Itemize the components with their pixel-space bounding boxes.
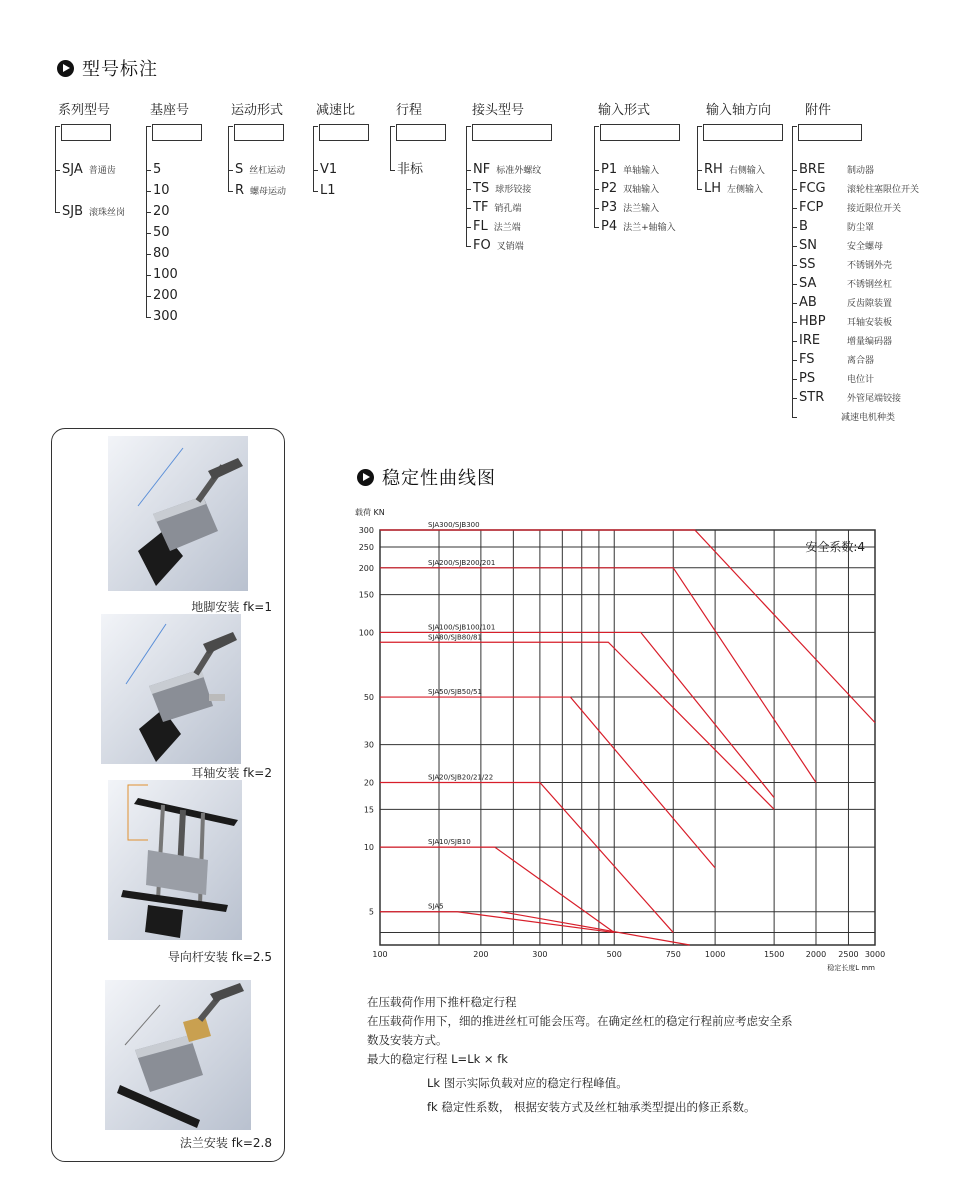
y-tick-label: 150 [358,590,374,600]
option-item [799,200,901,217]
x-tick-label: 3000 [864,950,886,959]
tree-tick [466,208,471,209]
tree-tick [55,126,60,127]
option-item [799,314,892,331]
code-box [472,124,552,141]
option-desc: 左侧输入 [727,185,764,195]
series-label: SJA200/SJB200/201 [428,558,496,567]
tree-connector [594,126,595,227]
column-header: 系列型号 [58,103,111,118]
option-desc: 丝杠运动 [249,166,286,176]
play-icon [57,60,74,77]
mount-caption: 地脚安装 fk=1 [191,600,272,614]
tree-tick [146,317,151,318]
tree-tick [594,126,599,127]
option-desc: 销孔端 [494,204,522,214]
option-code: FL [473,219,488,234]
option-code: 20 [153,204,170,219]
tree-tick [792,398,797,399]
option-desc: 安全螺母 [847,242,884,252]
option-item [799,409,895,426]
option-desc: 法兰+轴输入 [623,223,676,233]
option-code: SJA [62,162,83,177]
tree-tick [466,227,471,228]
option-code: 200 [153,288,178,303]
option-item [235,183,286,200]
option-code: P2 [601,181,618,196]
y-tick-label: 5 [368,907,374,917]
code-box [396,124,446,141]
option-desc: 增量编码器 [847,337,893,347]
option-code: SJB [62,204,84,219]
series-line [380,782,673,932]
option-item [799,295,892,312]
tree-tick [466,170,471,171]
option-item [601,162,659,179]
option-item [397,162,423,178]
series-line [380,912,614,933]
option-item [62,204,125,221]
option-item [153,204,170,220]
tree-tick [313,191,318,192]
option-desc: 滚珠丝岗 [89,208,126,218]
option-item [473,238,524,255]
x-tick-label: 300 [532,950,548,959]
option-code: FCP [799,200,824,215]
option-code: TS [473,181,490,196]
option-desc: 双轴输入 [623,185,660,195]
option-item [704,162,765,179]
option-code: LH [704,181,722,196]
option-item [153,183,170,199]
option-code: L1 [320,183,336,198]
x-tick-label: 100 [372,950,388,959]
option-code: SN [799,238,817,253]
tree-tick [792,170,797,171]
option-item [799,333,892,350]
option-item [473,181,531,198]
tree-tick [792,379,797,380]
safety-factor-annotation: 安全系数:4 [805,539,865,554]
option-desc: 标准外螺纹 [496,166,542,176]
x-axis-label: 稳定长度L mm [827,964,875,972]
option-item [799,276,892,293]
tree-tick [55,170,60,171]
option-item [153,288,178,304]
stability-notes [367,993,887,1117]
mount-caption: 法兰安装 fk=2.8 [179,1136,272,1150]
tree-tick [390,126,395,127]
option-desc: 外管尾端铰接 [847,394,902,404]
tree-tick [792,417,797,418]
x-tick-label: 200 [473,950,489,959]
tree-connector [228,126,229,191]
option-code: 非标 [397,162,424,177]
option-item [320,183,336,199]
tree-tick [146,126,151,127]
tree-tick [146,275,151,276]
column-header: 运动形式 [231,103,284,118]
notes-body: 在压载荷作用下，细的推进丝杠可能会压弯。在确定丝杠的稳定行程前应考虑安全系 [367,1014,793,1028]
option-desc: 法兰输入 [623,204,660,214]
option-item [601,219,676,236]
tree-tick [792,322,797,323]
tree-tick [792,126,797,127]
tree-tick [792,360,797,361]
series-line [380,568,816,783]
play-icon [357,469,374,486]
tree-tick [146,191,151,192]
tree-tick [466,126,471,127]
option-item [62,162,116,179]
tree-tick [792,227,797,228]
option-item [799,181,919,198]
series-line [501,912,690,945]
option-code: P1 [601,162,618,177]
column-header: 输入形式 [598,103,651,118]
option-code: 50 [153,225,170,240]
notes-body: 数及安装方式。 [367,1033,448,1047]
code-box [234,124,284,141]
option-desc: 螺母运动 [250,187,287,197]
tree-tick [466,189,471,190]
option-item [235,162,285,179]
option-item [153,267,178,283]
code-box [600,124,680,141]
option-item [799,162,874,179]
option-desc: 球形铰接 [495,185,532,195]
option-desc: 法兰端 [493,223,521,233]
option-code: 10 [153,183,170,198]
option-code: S [235,162,244,177]
option-code: AB [799,295,817,310]
y-tick-label: 250 [358,542,374,552]
x-tick-label: 1000 [704,950,726,959]
column-header: 输入轴方向 [706,103,772,118]
option-item [153,309,178,325]
option-item [153,246,170,262]
column-header: 行程 [396,103,423,118]
code-box [798,124,862,141]
x-tick-label: 500 [606,950,622,959]
x-tick-label: 2500 [838,950,859,959]
x-tick-label: 2000 [805,950,827,959]
series-label: SJA5 [428,902,444,911]
mount-caption: 导向杆安装 fk=2.5 [167,950,272,964]
option-code: FCG [799,181,826,196]
tree-tick [792,303,797,304]
option-item [601,200,659,217]
column-header: 减速比 [316,103,356,118]
option-code: NF [473,162,491,177]
column-header: 接头型号 [472,103,525,118]
mount-caption: 耳轴安装 fk=2 [191,766,272,780]
code-box [319,124,369,141]
option-code: PS [799,371,816,386]
option-desc: 离合器 [847,356,875,366]
tree-tick [594,170,599,171]
y-tick-label: 200 [358,563,374,573]
option-item [320,162,337,178]
option-item [799,238,883,255]
tree-tick [792,208,797,209]
option-desc: 滚轮柱塞限位开关 [847,185,920,195]
tree-connector [313,126,314,191]
notes-fk: fk 稳定性系数， 根据安装方式及丝杠轴承类型提出的修正系数。 [427,1100,756,1114]
option-desc: 反齿隙装置 [847,299,893,309]
option-code: R [235,183,245,198]
y-tick-label: 300 [358,526,374,535]
series-label: SJA10/SJB10 [428,838,471,847]
tree-tick [697,126,702,127]
option-code: HBP [799,314,826,329]
flange-mount-image [105,980,251,1130]
series-label: SJA50/SJB50/51 [428,688,482,697]
option-item [473,200,521,217]
option-code: IRE [799,333,821,348]
option-desc: 接近限位开关 [847,204,902,214]
y-tick-label: 30 [363,740,374,750]
y-tick-label: 50 [363,693,374,703]
option-code: 80 [153,246,170,261]
option-desc: 防尘罩 [847,223,875,233]
option-code: 5 [153,162,162,177]
column-header: 基座号 [150,103,190,118]
stability-chart [340,500,900,985]
option-code: SA [799,276,817,291]
option-desc: 叉销端 [496,242,524,252]
series-label: SJA80/SJB80/81 [428,633,482,642]
option-code: V1 [320,162,338,177]
option-code: B [799,219,808,234]
option-code: SS [799,257,816,272]
option-desc: 右侧输入 [728,166,765,176]
tree-tick [55,212,60,213]
tree-tick [146,170,151,171]
option-desc: 不锈钢丝杠 [847,280,893,290]
option-code: BRE [799,162,826,177]
tree-tick [594,189,599,190]
series-line [380,847,614,932]
tree-tick [697,189,702,190]
tree-connector [466,126,467,246]
tree-tick [792,341,797,342]
option-code: 300 [153,309,178,324]
option-item [799,390,901,407]
option-code: P4 [601,219,618,234]
code-box [61,124,111,141]
tree-tick [390,170,395,171]
notes-heading: 在压载荷作用下推杆稳定行程 [367,995,517,1009]
series-label: SJA300/SJB300 [428,521,480,529]
tree-tick [146,212,151,213]
plot-frame [380,530,875,945]
notes-lk: Lk 图示实际负载对应的稳定行程峰值。 [427,1076,628,1090]
y-tick-label: 20 [363,778,374,788]
code-box [152,124,202,141]
option-item [473,162,541,179]
tree-tick [792,246,797,247]
option-desc: 减速电机种类 [841,413,896,423]
code-box [703,124,783,141]
x-tick-label: 1500 [763,950,785,959]
tree-tick [792,189,797,190]
option-code: RH [704,162,723,177]
option-code: TF [473,200,489,215]
tree-tick [697,170,702,171]
option-desc: 单轴输入 [623,166,660,176]
tree-tick [594,227,599,228]
tree-tick [313,170,318,171]
tree-tick [228,170,233,171]
tree-tick [792,284,797,285]
trunnion-mount-image [101,614,241,764]
option-item [799,371,874,388]
option-code: P3 [601,200,618,215]
stability-section-title: 稳定性曲线图 [357,464,496,490]
tree-tick [146,233,151,234]
option-item [153,225,170,241]
tree-tick [594,208,599,209]
series-label: SJA20/SJB20/21/22 [428,773,494,782]
option-code: FO [473,238,491,253]
foot-mount-image [108,436,248,591]
tree-tick [228,126,233,127]
option-item [799,352,874,369]
tree-connector [390,126,391,170]
tree-tick [228,191,233,192]
guide-rod-mount-image [108,780,242,940]
option-code: 100 [153,267,178,282]
tree-tick [792,265,797,266]
model-section-title: 型号标注 [57,55,158,81]
option-desc: 电位计 [847,375,875,385]
y-tick-label: 15 [363,805,374,815]
option-desc: 耳轴安装板 [847,318,893,328]
notes-formula: 最大的稳定行程 L=Lk × fk [367,1052,508,1066]
y-tick-label: 100 [358,628,374,638]
option-item [153,162,161,178]
option-desc: 不锈钢外壳 [847,261,893,271]
option-item [601,181,659,198]
tree-connector [146,126,147,317]
series-label: SJA100/SJB100/101 [428,623,496,632]
column-header: 附件 [805,103,832,118]
option-desc: 普通齿 [88,166,116,176]
tree-tick [466,246,471,247]
option-item [704,181,763,198]
tree-tick [146,296,151,297]
y-axis-label: 载荷 KN [355,508,385,517]
option-item [473,219,521,236]
x-tick-label: 750 [665,950,681,959]
tree-connector [55,126,56,212]
option-code: STR [799,390,825,405]
tree-tick [146,254,151,255]
y-tick-label: 10 [363,843,374,853]
tree-tick [313,126,318,127]
tree-connector [697,126,698,189]
option-code: FS [799,352,815,367]
option-desc: 制动器 [847,166,875,176]
option-item [799,219,874,236]
option-item [799,257,892,274]
